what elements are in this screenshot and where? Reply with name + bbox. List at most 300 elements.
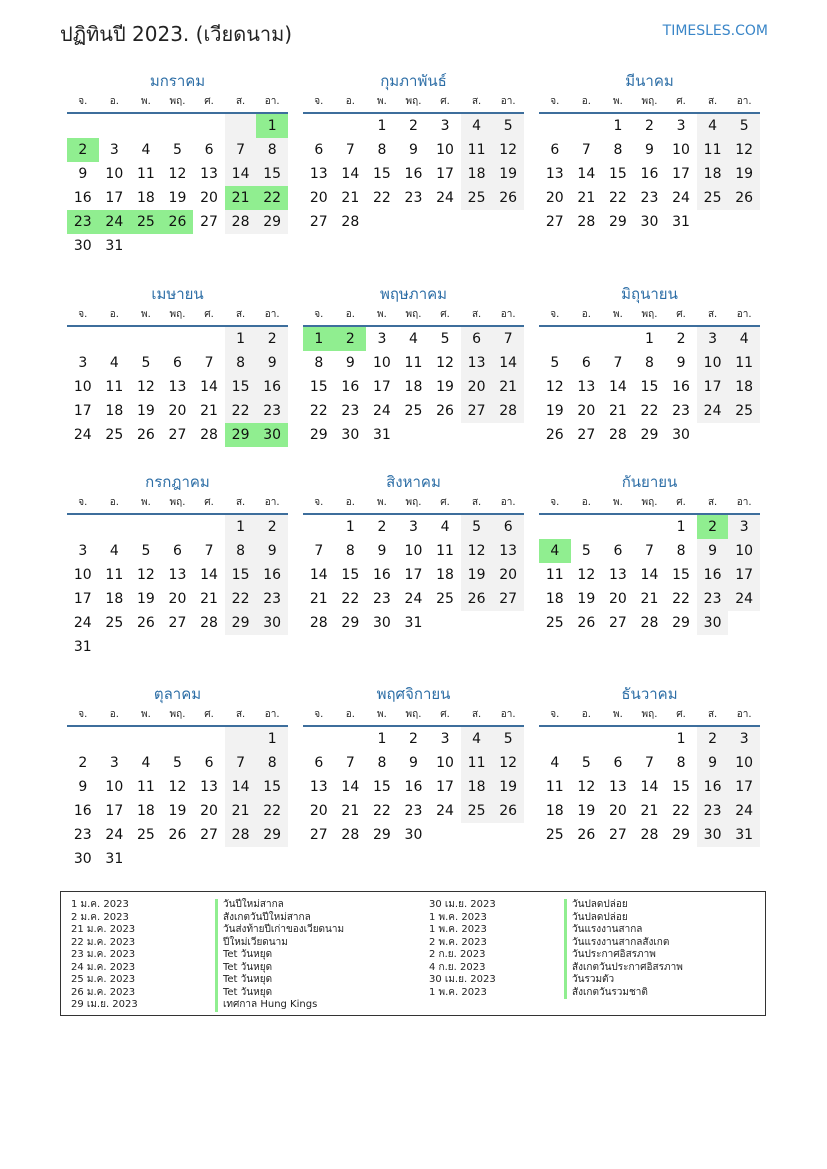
day-cell[interactable]: 20 [492, 563, 524, 587]
day-cell[interactable]: 28 [200, 427, 218, 443]
day-cell[interactable]: 22 [672, 803, 690, 819]
day-cell[interactable]: 12 [168, 166, 187, 182]
day-cell[interactable]: 19 [577, 803, 596, 819]
day-cell[interactable]: 7 [204, 355, 214, 371]
day-cell[interactable]: 4 [141, 142, 151, 158]
day-cell[interactable]: 14 [200, 379, 218, 395]
day-cell[interactable]: 4 [141, 755, 151, 771]
day-cell[interactable]: 8 [377, 142, 387, 158]
day-cell[interactable]: 25 [404, 403, 423, 419]
day-cell[interactable]: 17 [672, 166, 690, 182]
day-cell[interactable]: 28 [309, 615, 328, 631]
day-cell[interactable]: 31 [105, 238, 124, 254]
day-cell[interactable]: 15 [256, 162, 288, 186]
day-cell[interactable]: 1 [613, 118, 623, 134]
day-cell[interactable]: 17 [372, 379, 391, 395]
day-cell[interactable]: 5 [550, 355, 560, 371]
day-cell[interactable]: 3 [109, 755, 119, 771]
day-cell[interactable]: 13 [545, 166, 564, 182]
day-cell[interactable]: 30 [256, 423, 288, 447]
day-cell[interactable]: 16 [372, 567, 391, 583]
day-cell[interactable]: 8 [256, 138, 288, 162]
day-cell[interactable]: 19 [461, 563, 493, 587]
day-cell[interactable]: 9 [697, 539, 729, 563]
day-cell[interactable]: 15 [672, 567, 690, 583]
day-cell[interactable]: 5 [581, 543, 591, 559]
day-cell[interactable]: 10 [728, 751, 760, 775]
day-cell[interactable]: 2 [409, 731, 418, 747]
day-cell[interactable]: 23 [67, 210, 99, 234]
day-cell[interactable]: 8 [676, 755, 686, 771]
day-cell[interactable]: 28 [640, 827, 659, 843]
day-cell[interactable]: 1 [256, 727, 288, 751]
day-cell[interactable]: 5 [492, 727, 524, 751]
day-cell[interactable]: 25 [105, 615, 124, 631]
day-cell[interactable]: 3 [78, 355, 88, 371]
day-cell[interactable]: 18 [136, 803, 155, 819]
day-cell[interactable]: 19 [168, 803, 187, 819]
day-cell[interactable]: 7 [645, 755, 654, 771]
day-cell[interactable]: 9 [409, 142, 418, 158]
day-cell[interactable]: 21 [640, 803, 659, 819]
day-cell[interactable]: 12 [461, 539, 493, 563]
day-cell[interactable]: 10 [404, 543, 423, 559]
day-cell[interactable]: 26 [436, 403, 454, 419]
day-cell[interactable]: 9 [78, 166, 88, 182]
day-cell[interactable]: 11 [697, 138, 729, 162]
day-cell[interactable]: 8 [377, 755, 387, 771]
day-cell[interactable]: 6 [314, 142, 324, 158]
day-cell[interactable]: 4 [728, 327, 760, 351]
day-cell[interactable]: 31 [728, 823, 760, 847]
day-cell[interactable]: 28 [225, 210, 257, 234]
day-cell[interactable]: 23 [697, 587, 729, 611]
day-cell[interactable]: 5 [173, 755, 182, 771]
day-cell[interactable]: 26 [728, 186, 760, 210]
day-cell[interactable]: 5 [141, 543, 151, 559]
day-cell[interactable]: 16 [697, 775, 729, 799]
day-cell[interactable]: 29 [372, 827, 391, 843]
day-cell[interactable]: 29 [640, 427, 659, 443]
day-cell[interactable]: 23 [256, 399, 288, 423]
day-cell[interactable]: 16 [404, 779, 423, 795]
day-cell[interactable]: 31 [105, 851, 124, 867]
day-cell[interactable]: 1 [377, 731, 387, 747]
day-cell[interactable]: 14 [492, 351, 524, 375]
day-cell[interactable]: 7 [345, 142, 355, 158]
day-cell[interactable]: 10 [728, 539, 760, 563]
day-cell[interactable]: 8 [256, 751, 288, 775]
day-cell[interactable]: 27 [492, 587, 524, 611]
day-cell[interactable]: 24 [73, 615, 92, 631]
day-cell[interactable]: 21 [608, 403, 627, 419]
day-cell[interactable]: 21 [640, 591, 659, 607]
day-cell[interactable]: 4 [550, 755, 560, 771]
day-cell[interactable]: 3 [676, 118, 686, 134]
day-cell[interactable]: 20 [200, 803, 218, 819]
day-cell[interactable]: 30 [697, 823, 729, 847]
day-cell[interactable]: 27 [577, 427, 596, 443]
day-cell[interactable]: 7 [492, 327, 524, 351]
day-cell[interactable]: 30 [256, 611, 288, 635]
day-cell[interactable]: 22 [372, 190, 391, 206]
day-cell[interactable]: 21 [309, 591, 328, 607]
day-cell[interactable]: 9 [256, 351, 288, 375]
day-cell[interactable]: 27 [608, 615, 627, 631]
day-cell[interactable]: 7 [314, 543, 324, 559]
day-cell[interactable]: 8 [645, 355, 654, 371]
day-cell[interactable]: 25 [545, 827, 564, 843]
day-cell[interactable]: 12 [436, 355, 454, 371]
day-cell[interactable]: 13 [309, 779, 328, 795]
day-cell[interactable]: 10 [105, 166, 124, 182]
day-cell[interactable]: 2 [645, 118, 654, 134]
day-cell[interactable]: 16 [256, 375, 288, 399]
day-cell[interactable]: 9 [345, 355, 355, 371]
day-cell[interactable]: 30 [640, 214, 659, 230]
day-cell[interactable]: 14 [341, 779, 360, 795]
day-cell[interactable]: 6 [613, 543, 623, 559]
day-cell[interactable]: 20 [461, 375, 493, 399]
day-cell[interactable]: 2 [256, 515, 288, 539]
day-cell[interactable]: 17 [728, 775, 760, 799]
day-cell[interactable]: 6 [204, 142, 214, 158]
day-cell[interactable]: 5 [440, 331, 450, 347]
day-cell[interactable]: 1 [676, 519, 686, 535]
day-cell[interactable]: 5 [492, 114, 524, 138]
day-cell[interactable]: 18 [105, 591, 124, 607]
day-cell[interactable]: 3 [440, 731, 450, 747]
day-cell[interactable]: 8 [225, 351, 257, 375]
day-cell[interactable]: 23 [672, 403, 690, 419]
day-cell[interactable]: 25 [461, 186, 493, 210]
day-cell[interactable]: 1 [645, 331, 654, 347]
day-cell[interactable]: 31 [73, 639, 92, 655]
day-cell[interactable]: 13 [200, 166, 218, 182]
day-cell[interactable]: 26 [162, 210, 194, 234]
day-cell[interactable]: 2 [67, 138, 99, 162]
day-cell[interactable]: 28 [341, 214, 360, 230]
day-cell[interactable]: 25 [545, 615, 564, 631]
day-cell[interactable]: 1 [345, 519, 355, 535]
day-cell[interactable]: 7 [204, 543, 214, 559]
day-cell[interactable]: 24 [697, 399, 729, 423]
day-cell[interactable]: 28 [341, 827, 360, 843]
day-cell[interactable]: 21 [577, 190, 596, 206]
day-cell[interactable]: 26 [492, 799, 524, 823]
day-cell[interactable]: 29 [341, 615, 360, 631]
day-cell[interactable]: 7 [225, 138, 257, 162]
day-cell[interactable]: 16 [256, 563, 288, 587]
day-cell[interactable]: 1 [225, 327, 257, 351]
day-cell[interactable]: 10 [436, 142, 454, 158]
day-cell[interactable]: 13 [461, 351, 493, 375]
day-cell[interactable]: 24 [436, 190, 454, 206]
day-cell[interactable]: 23 [404, 803, 423, 819]
day-cell[interactable]: 17 [728, 563, 760, 587]
day-cell[interactable]: 3 [440, 118, 450, 134]
day-cell[interactable]: 19 [136, 403, 155, 419]
day-cell[interactable]: 7 [581, 142, 591, 158]
day-cell[interactable]: 10 [372, 355, 391, 371]
day-cell[interactable]: 25 [136, 827, 155, 843]
day-cell[interactable]: 23 [341, 403, 360, 419]
day-cell[interactable]: 26 [461, 587, 493, 611]
day-cell[interactable]: 11 [136, 779, 155, 795]
day-cell[interactable]: 27 [608, 827, 627, 843]
day-cell[interactable]: 18 [545, 803, 564, 819]
day-cell[interactable]: 5 [461, 515, 493, 539]
day-cell[interactable]: 23 [404, 190, 423, 206]
day-cell[interactable]: 19 [577, 591, 596, 607]
day-cell[interactable]: 5 [728, 114, 760, 138]
day-cell[interactable]: 8 [314, 355, 324, 371]
day-cell[interactable]: 1 [377, 118, 387, 134]
day-cell[interactable]: 13 [200, 779, 218, 795]
day-cell[interactable]: 21 [225, 186, 257, 210]
day-cell[interactable]: 17 [105, 803, 124, 819]
day-cell[interactable]: 15 [225, 375, 257, 399]
day-cell[interactable]: 22 [256, 186, 288, 210]
day-cell[interactable]: 2 [409, 118, 418, 134]
day-cell[interactable]: 15 [372, 779, 391, 795]
day-cell[interactable]: 3 [728, 515, 760, 539]
day-cell[interactable]: 4 [109, 543, 119, 559]
day-cell[interactable]: 6 [581, 355, 591, 371]
day-cell[interactable]: 26 [136, 427, 155, 443]
day-cell[interactable]: 21 [225, 799, 257, 823]
day-cell[interactable]: 26 [168, 827, 187, 843]
day-cell[interactable]: 23 [256, 587, 288, 611]
day-cell[interactable]: 11 [105, 567, 124, 583]
day-cell[interactable]: 26 [136, 615, 155, 631]
day-cell[interactable]: 28 [577, 214, 596, 230]
day-cell[interactable]: 15 [309, 379, 328, 395]
day-cell[interactable]: 2 [377, 519, 387, 535]
day-cell[interactable]: 19 [436, 379, 454, 395]
day-cell[interactable]: 2 [335, 327, 367, 351]
day-cell[interactable]: 15 [372, 166, 391, 182]
day-cell[interactable]: 14 [309, 567, 328, 583]
day-cell[interactable]: 24 [728, 799, 760, 823]
day-cell[interactable]: 20 [168, 403, 187, 419]
day-cell[interactable]: 1 [676, 731, 686, 747]
day-cell[interactable]: 29 [256, 823, 288, 847]
day-cell[interactable]: 11 [105, 379, 124, 395]
day-cell[interactable]: 6 [173, 355, 182, 371]
day-cell[interactable]: 2 [697, 727, 729, 751]
day-cell[interactable]: 14 [640, 779, 659, 795]
day-cell[interactable]: 25 [130, 210, 162, 234]
day-cell[interactable]: 17 [105, 190, 124, 206]
day-cell[interactable]: 11 [136, 166, 155, 182]
day-cell[interactable]: 13 [309, 166, 328, 182]
day-cell[interactable]: 21 [200, 591, 218, 607]
day-cell[interactable]: 20 [309, 190, 328, 206]
day-cell[interactable]: 4 [461, 727, 493, 751]
day-cell[interactable]: 9 [676, 355, 686, 371]
day-cell[interactable]: 10 [105, 779, 124, 795]
day-cell[interactable]: 6 [173, 543, 182, 559]
day-cell[interactable]: 5 [141, 355, 151, 371]
day-cell[interactable]: 27 [168, 615, 187, 631]
day-cell[interactable]: 7 [345, 755, 355, 771]
day-cell[interactable]: 22 [608, 190, 627, 206]
day-cell[interactable]: 4 [440, 519, 450, 535]
day-cell[interactable]: 12 [577, 779, 596, 795]
day-cell[interactable]: 12 [136, 567, 155, 583]
day-cell[interactable]: 27 [200, 214, 218, 230]
day-cell[interactable]: 9 [78, 779, 88, 795]
day-cell[interactable]: 23 [372, 591, 391, 607]
day-cell[interactable]: 12 [728, 138, 760, 162]
day-cell[interactable]: 19 [136, 591, 155, 607]
day-cell[interactable]: 19 [168, 190, 187, 206]
day-cell[interactable]: 25 [697, 186, 729, 210]
day-cell[interactable]: 13 [492, 539, 524, 563]
day-cell[interactable]: 12 [492, 751, 524, 775]
day-cell[interactable]: 5 [173, 142, 182, 158]
day-cell[interactable]: 12 [577, 567, 596, 583]
day-cell[interactable]: 18 [136, 190, 155, 206]
day-cell[interactable]: 12 [492, 138, 524, 162]
day-cell[interactable]: 20 [168, 591, 187, 607]
day-cell[interactable]: 30 [73, 238, 92, 254]
day-cell[interactable]: 11 [461, 751, 493, 775]
day-cell[interactable]: 27 [545, 214, 564, 230]
day-cell[interactable]: 7 [225, 751, 257, 775]
day-cell[interactable]: 3 [409, 519, 418, 535]
day-cell[interactable]: 25 [105, 427, 124, 443]
brand-link[interactable]: TIMESLES.COM [662, 23, 768, 39]
day-cell[interactable]: 16 [672, 379, 690, 395]
day-cell[interactable]: 29 [672, 615, 690, 631]
day-cell[interactable]: 21 [341, 190, 360, 206]
day-cell[interactable]: 6 [613, 755, 623, 771]
day-cell[interactable]: 22 [672, 591, 690, 607]
day-cell[interactable]: 14 [225, 775, 257, 799]
day-cell[interactable]: 8 [613, 142, 623, 158]
day-cell[interactable]: 23 [640, 190, 659, 206]
day-cell[interactable]: 4 [109, 355, 119, 371]
day-cell[interactable]: 6 [492, 515, 524, 539]
day-cell[interactable]: 14 [200, 567, 218, 583]
day-cell[interactable]: 3 [109, 142, 119, 158]
day-cell[interactable]: 30 [73, 851, 92, 867]
day-cell[interactable]: 16 [73, 803, 92, 819]
day-cell[interactable]: 3 [697, 327, 729, 351]
day-cell[interactable]: 28 [225, 823, 257, 847]
day-cell[interactable]: 18 [728, 375, 760, 399]
day-cell[interactable]: 11 [545, 779, 564, 795]
day-cell[interactable]: 25 [436, 591, 454, 607]
day-cell[interactable]: 19 [545, 403, 564, 419]
day-cell[interactable]: 27 [309, 827, 328, 843]
day-cell[interactable]: 15 [608, 166, 627, 182]
day-cell[interactable]: 29 [256, 210, 288, 234]
day-cell[interactable]: 17 [404, 567, 423, 583]
day-cell[interactable]: 21 [492, 375, 524, 399]
day-cell[interactable]: 4 [409, 331, 418, 347]
day-cell[interactable]: 29 [672, 827, 690, 843]
day-cell[interactable]: 15 [640, 379, 659, 395]
day-cell[interactable]: 10 [73, 567, 92, 583]
day-cell[interactable]: 11 [404, 355, 423, 371]
day-cell[interactable]: 22 [309, 403, 328, 419]
day-cell[interactable]: 18 [545, 591, 564, 607]
day-cell[interactable]: 19 [492, 775, 524, 799]
day-cell[interactable]: 16 [341, 379, 360, 395]
day-cell[interactable]: 15 [341, 567, 360, 583]
day-cell[interactable]: 9 [645, 142, 654, 158]
day-cell[interactable]: 20 [608, 803, 627, 819]
day-cell[interactable]: 28 [640, 615, 659, 631]
day-cell[interactable]: 27 [309, 214, 328, 230]
day-cell[interactable]: 10 [672, 142, 690, 158]
day-cell[interactable]: 15 [256, 775, 288, 799]
day-cell[interactable]: 29 [225, 611, 257, 635]
day-cell[interactable]: 2 [256, 327, 288, 351]
day-cell[interactable]: 15 [225, 563, 257, 587]
day-cell[interactable]: 2 [676, 331, 686, 347]
day-cell[interactable]: 5 [581, 755, 591, 771]
day-cell[interactable]: 30 [672, 427, 690, 443]
day-cell[interactable]: 30 [372, 615, 391, 631]
day-cell[interactable]: 4 [461, 114, 493, 138]
day-cell[interactable]: 24 [672, 190, 690, 206]
day-cell[interactable]: 23 [697, 799, 729, 823]
day-cell[interactable]: 18 [461, 162, 493, 186]
day-cell[interactable]: 12 [168, 779, 187, 795]
day-cell[interactable]: 30 [341, 427, 360, 443]
day-cell[interactable]: 6 [204, 755, 214, 771]
day-cell[interactable]: 19 [492, 162, 524, 186]
day-cell[interactable]: 13 [608, 567, 627, 583]
day-cell[interactable]: 18 [404, 379, 423, 395]
day-cell[interactable]: 14 [577, 166, 596, 182]
day-cell[interactable]: 8 [225, 539, 257, 563]
day-cell[interactable]: 1 [225, 515, 257, 539]
day-cell[interactable]: 12 [136, 379, 155, 395]
day-cell[interactable]: 26 [577, 827, 596, 843]
day-cell[interactable]: 9 [377, 543, 387, 559]
day-cell[interactable]: 21 [200, 403, 218, 419]
day-cell[interactable]: 24 [99, 210, 131, 234]
day-cell[interactable]: 27 [200, 827, 218, 843]
day-cell[interactable]: 17 [697, 375, 729, 399]
day-cell[interactable]: 28 [608, 427, 627, 443]
day-cell[interactable]: 31 [672, 214, 690, 230]
day-cell[interactable]: 1 [256, 114, 288, 138]
day-cell[interactable]: 18 [461, 775, 493, 799]
day-cell[interactable]: 12 [545, 379, 564, 395]
day-cell[interactable]: 16 [404, 166, 423, 182]
day-cell[interactable]: 25 [461, 799, 493, 823]
day-cell[interactable]: 14 [341, 166, 360, 182]
day-cell[interactable]: 7 [645, 543, 654, 559]
day-cell[interactable]: 24 [105, 827, 124, 843]
day-cell[interactable]: 20 [545, 190, 564, 206]
day-cell[interactable]: 22 [341, 591, 360, 607]
day-cell[interactable]: 14 [608, 379, 627, 395]
day-cell[interactable]: 20 [200, 190, 218, 206]
day-cell[interactable]: 24 [436, 803, 454, 819]
day-cell[interactable]: 29 [225, 423, 257, 447]
day-cell[interactable]: 24 [404, 591, 423, 607]
day-cell[interactable]: 29 [309, 427, 328, 443]
day-cell[interactable]: 4 [539, 539, 571, 563]
day-cell[interactable]: 4 [697, 114, 729, 138]
